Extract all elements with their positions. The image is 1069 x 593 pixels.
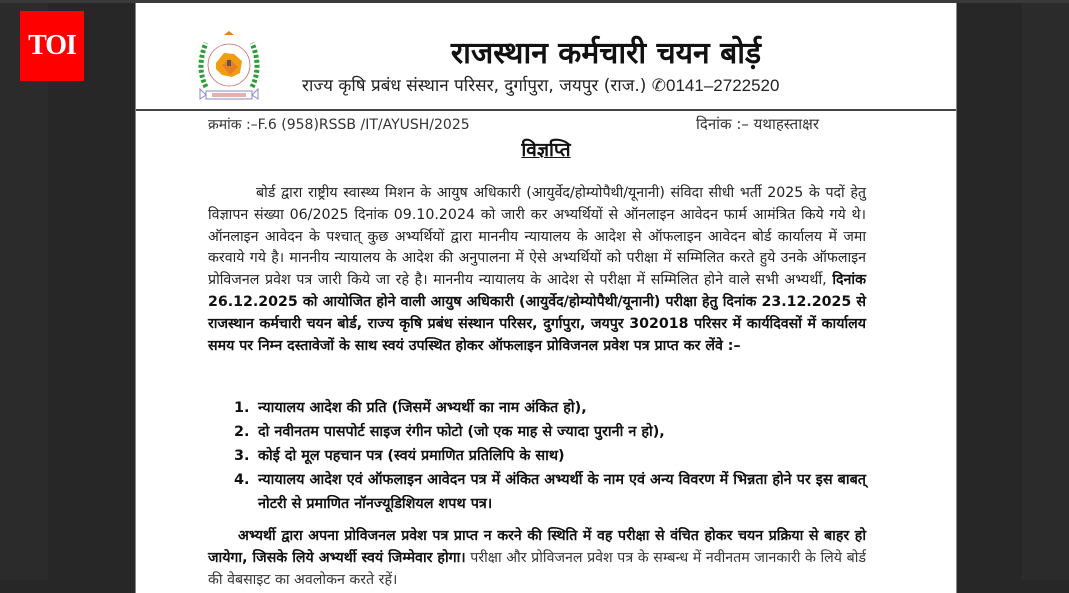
list-item-text: कोई दो मूल पहचान पत्र (स्वयं प्रमाणित प्रतिलिपि के साथ) <box>258 448 565 464</box>
phone-number: 0141–2722520 <box>666 76 780 95</box>
list-item <box>234 420 866 444</box>
notice-paragraph-2 <box>208 526 866 591</box>
paragraph-1-text: बोर्ड द्वारा राष्ट्रीय स्वास्थ्य मिशन के आयुष अधिकारी (आयुर्वेद/होम्योपैथी/यूनानी) संविदा सीधी भर्ती 2025 के पदों हेतु विज्ञापन संख्या 06/2025 दिनांक 09.10.2024 को जारी कर अभ्यर्थियों से ऑनलाइन आवेदन फार्म आमंत्रित किये गये थे। ऑनलाइन आवेदन के पश्चात् कुछ अभ्यर्थियों द्वारा माननीय न्यायालय के आदेश से ऑफलाइन आवेदन बोर्ड कार्यालय में जमा करवाये गये है। माननीय न्यायालय के आदेश की अनुपालना में ऐसे अभ्यर्थियों को परीक्षा में सम्मिलित करते हुये उनके ऑफलाइन प्रोविजनल प्रवेश पत्र जारी किये जा रहे है। माननीय न्यायालय के आदेश से परीक्षा में सम्मिलित होने वाले सभी अभ्यर्थी, <box>208 185 866 289</box>
notice-paragraph-1 <box>208 183 866 357</box>
letterhead <box>136 3 956 111</box>
viewer-right-margin <box>1022 3 1069 580</box>
issue-date: दिनांक :– यथाहस्ताक्षर <box>696 115 819 133</box>
viewer-left-margin <box>0 3 48 580</box>
list-item-text: दो नवीनतम पासपोर्ट साइज रंगीन फोटो (जो एक माह से ज्यादा पुरानी न हो), <box>258 424 665 440</box>
toi-logo <box>20 11 84 81</box>
paragraph-1-bold-text: दिनांक 26.12.2025 को आयोजित होने वाली आयुष अधिकारी (आयुर्वेद/होम्योपैथी/यूनानी) परीक्षा हेतु दिनांक 23.12.2025 से राजस्थान कर्मचारी चयन बोर्ड, राज्य कृषि प्रबंध संस्थान परिसर, दुर्गापुरा, जयपुर 302018 परिसर में कार्यदिवसों में कार्यालय समय पर निम्न दस्तावेजों के साथ स्वयं उपस्थित होकर ऑफलाइन प्रोविजनल प्रवेश पत्र प्राप्त कर लेंवे :– <box>208 272 866 354</box>
list-item-number: 2. <box>234 424 250 440</box>
required-documents-list <box>234 396 866 516</box>
list-item-text: न्यायालय आदेश की प्रति (जिसमें अभ्यर्थी का नाम अंकित हो), <box>258 400 587 416</box>
toi-logo-text: TOI <box>28 30 76 61</box>
list-item-number: 4. <box>234 472 250 488</box>
list-item <box>234 396 866 420</box>
phone-icon: ✆ <box>651 76 667 96</box>
list-item-number: 3. <box>234 448 250 464</box>
board-address <box>302 73 779 96</box>
list-item <box>234 468 866 516</box>
reference-number: क्रमांक :–F.6 (958)RSSB /IT/AYUSH/2025 <box>208 117 470 133</box>
notice-title: विज्ञप्ति <box>521 139 571 161</box>
list-item-number: 1. <box>234 400 250 416</box>
paragraph-2-bold-text: अभ्यर्थी द्वारा अपना प्रोविजनल प्रवेश पत्र प्राप्त न करने की स्थिति में वह परीक्षा से वंचित होकर चयन प्रक्रिया से बाहर हो जायेगा, जिसके लिये अभ्यर्थी स्वयं जिम्मेवार होगा। <box>208 528 866 566</box>
paragraph-2-text: परीक्षा और प्रोविजनल प्रवेश पत्र के सम्बन्ध में नवीनतम जानकारी के लिये बोर्ड की वेबसाइट का अवलोकन करते रहें। <box>208 549 866 588</box>
list-item <box>234 444 866 468</box>
document-page <box>135 3 957 593</box>
address-text: राज्य कृषि प्रबंध संस्थान परिसर, दुर्गापुरा, जयपुर (राज.) <box>302 76 647 96</box>
list-item-text: न्यायालय आदेश एवं ऑफलाइन आवेदन पत्र में अंकित अभ्यर्थी के नाम एवं अन्य विवरण में भिन्नता होने पर इस बाबत् नोटरी से प्रमाणित नॉनज्यूडिशियल शपथ पत्र। <box>258 472 866 512</box>
board-title: राजस्थान कर्मचारी चयन बोर्ड़ <box>450 36 762 71</box>
